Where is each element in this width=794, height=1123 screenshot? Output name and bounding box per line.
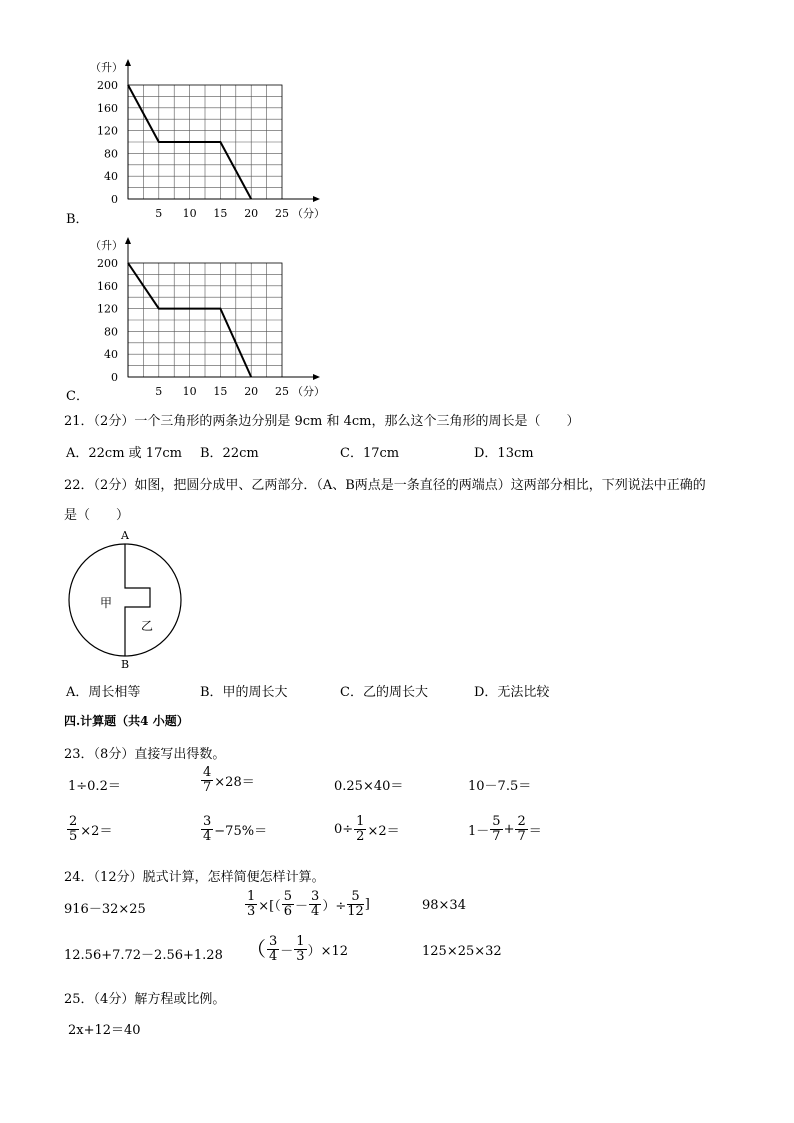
q21-option-c[interactable]: C．17cm (340, 446, 400, 461)
q25-stem: 25．（4分）解方程或比例。 (64, 992, 226, 1007)
y-tick-label: 160 (97, 101, 118, 115)
q24-expr-6: 125×25×32 (422, 944, 502, 959)
fraction: $\frac{5}{6}$ (283, 889, 293, 919)
x-tick-label: 15 (213, 385, 228, 398)
q23-expr-3: 0.25×40＝ (334, 779, 404, 794)
q23-expr-8: 1－ $\frac{5}{7}$ + $\frac{2}{7}$ ＝ (468, 814, 542, 844)
x-axis-arrow (313, 374, 320, 380)
section-heading: 四.计算题（共4 小题） (64, 714, 189, 728)
y-tick-label: 160 (97, 279, 118, 293)
x-tick-label: 10 (182, 207, 197, 220)
region-jia-label: 甲 (99, 596, 113, 610)
q24-expr-2: $\frac{1}{3}$ ×[（ $\frac{5}{6}$ － $\frac{3}{4}$ ）÷ $\frac{5}{12}$ ] (247, 889, 370, 919)
fraction: $\frac{3}{4}$ (203, 814, 212, 844)
q23-expr-7: 0÷ $\frac{1}{2}$ ×2＝ (334, 814, 400, 844)
q23-expr-4: 10－7.5＝ (468, 779, 532, 794)
dividing-line (125, 544, 150, 656)
point-a-label: A (121, 529, 129, 542)
q23-expr-5: $\frac{2}{5}$ ×2＝ (69, 814, 113, 844)
y-unit-label: （升） (90, 239, 123, 252)
fraction: $\frac{1}{3}$ (247, 889, 256, 919)
x-tick-label: 25 (275, 207, 289, 220)
y-tick-label: 80 (104, 147, 118, 161)
fraction: $\frac{2}{7}$ (517, 814, 526, 844)
q22-stem-cont: 是（ ） (64, 508, 130, 523)
y-tick-label: 200 (97, 257, 118, 270)
x-tick-label: 10 (182, 385, 197, 398)
fraction: $\frac{1}{2}$ (356, 814, 365, 844)
y-axis-arrow (125, 59, 131, 66)
fraction: $\frac{1}{3}$ (296, 934, 305, 964)
y-tick-label: 40 (104, 170, 118, 184)
q24-expr-5: （ $\frac{3}{4}$ － $\frac{1}{3}$ ）×12 (246, 934, 349, 964)
q23-expr-2: $\frac{4}{7}$ ×28＝ (203, 765, 255, 795)
x-tick-label: 15 (213, 207, 228, 220)
q24-expr-4: 12.56+7.72－2.56+1.28 (64, 948, 223, 963)
chart-option-c (80, 233, 340, 403)
x-unit-label: （分） (292, 207, 325, 220)
q22-option-b[interactable]: B．甲的周长大 (200, 685, 288, 700)
fraction: $\frac{3}{4}$ (311, 889, 320, 919)
q23-expr-1: 1÷0.2＝ (68, 779, 121, 794)
fraction: $\frac{2}{5}$ (69, 814, 78, 844)
x-tick-label: 20 (244, 207, 259, 220)
y-tick-label: 120 (97, 302, 118, 316)
region-yi-label: 乙 (140, 619, 154, 633)
q21-option-b[interactable]: B．22cm (200, 446, 259, 461)
fraction: $\frac{5}{12}$ (347, 889, 364, 919)
y-axis-arrow (125, 237, 131, 244)
q21-option-a[interactable]: A．22cm 或 17cm (66, 446, 182, 461)
q24-expr-3: 98×34 (422, 898, 466, 913)
q24-stem: 24．（12分）脱式计算，怎样简便怎样计算。 (64, 870, 325, 885)
q25-expr-1: 2x+12＝40 (68, 1023, 141, 1038)
q22-option-d[interactable]: D．无法比较 (474, 685, 550, 700)
q23-expr-6: $\frac{3}{4}$ −75%＝ (203, 814, 268, 844)
q22-option-a[interactable]: A．周长相等 (66, 685, 141, 700)
y-unit-label: （升） (90, 61, 123, 74)
q24-expr-1: 916－32×25 (64, 902, 146, 917)
fraction: $\frac{4}{7}$ (203, 765, 212, 795)
x-axis-arrow (313, 196, 320, 202)
q21-stem: 21．（2分）一个三角形的两条边分别是 9cm 和 4cm，那么这个三角形的周长是（ ） (64, 414, 580, 429)
y-tick-label: 0 (111, 371, 118, 384)
q23-stem: 23．（8分）直接写出得数。 (64, 747, 226, 762)
q22-stem: 22．（2分）如图，把圆分成甲、乙两部分．（A、B两点是一条直径的两端点）这两部分相比，下列说法中正确的 (64, 478, 706, 493)
x-tick-label: 5 (155, 207, 163, 220)
y-tick-label: 0 (111, 193, 118, 206)
x-unit-label: （分） (292, 385, 325, 398)
x-tick-label: 5 (155, 385, 163, 398)
fraction: $\frac{3}{4}$ (269, 934, 278, 964)
y-tick-label: 40 (104, 348, 118, 362)
y-tick-label: 80 (104, 325, 118, 339)
option-b-label: B． (66, 212, 89, 227)
chart-option-b (80, 55, 340, 225)
fraction: $\frac{5}{7}$ (492, 814, 501, 844)
option-c-label: C． (66, 389, 89, 404)
q22-option-c[interactable]: C．乙的周长大 (340, 685, 428, 700)
y-tick-label: 120 (97, 124, 118, 138)
circle-diagram (60, 525, 190, 673)
x-tick-label: 25 (275, 385, 289, 398)
point-b-label: B (120, 658, 130, 671)
q21-option-d[interactable]: D．13cm (474, 446, 534, 461)
x-tick-label: 20 (244, 385, 259, 398)
y-tick-label: 200 (97, 79, 118, 92)
